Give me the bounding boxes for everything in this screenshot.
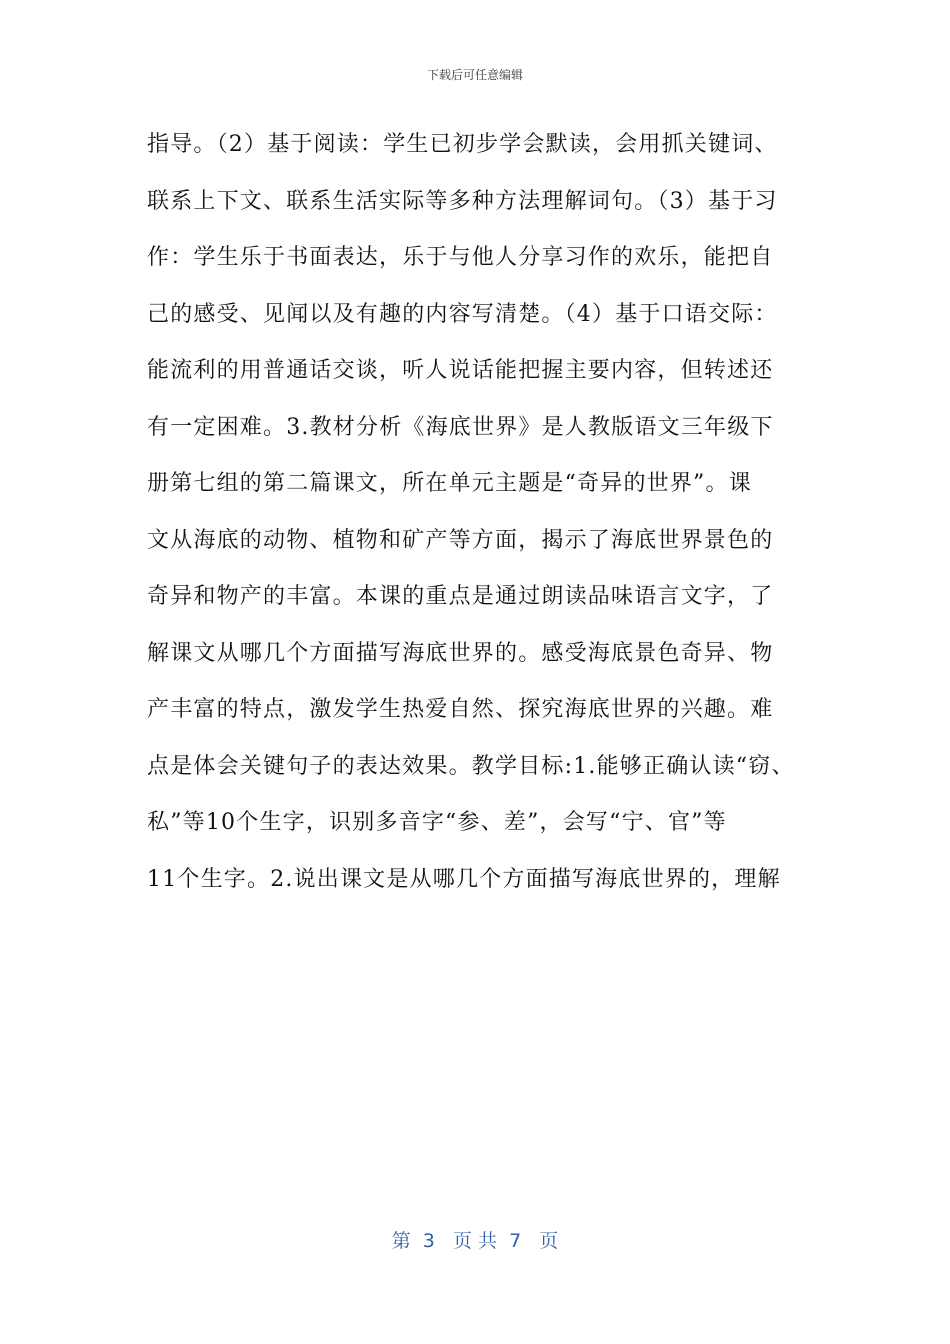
text-line: 文从海底的动物、植物和矿产等方面，揭示了海底世界景色的 bbox=[147, 527, 774, 553]
page-header: 下载后可任意编辑 bbox=[426, 68, 523, 82]
body-text bbox=[147, 125, 827, 916]
text-line: 己的感受、见闻以及有趣的内容写清楚。（4）基于口语交际： bbox=[147, 301, 778, 327]
text-line: 联系上下文、联系生活实际等多种方法理解词句。（3）基于习 bbox=[147, 188, 778, 214]
text-line: 能流利的用普通话交谈，听人说话能把握主要内容，但转述还 bbox=[147, 358, 774, 383]
page-number-footer: 第 3 页 共 7 页 bbox=[391, 1230, 559, 1252]
text-line: 奇异和物产的丰富。本课的重点是通过朗读品味语言文字，了 bbox=[147, 584, 774, 609]
text-line: 指导。（2）基于阅读：学生已初步学会默读，会用抓关键词、 bbox=[147, 132, 778, 157]
text-line: 作：学生乐于书面表达，乐于与他人分享习作的欢乐，能把自 bbox=[147, 245, 774, 270]
text-line: 私”等10个生字，识别多音字“参、差”，会写“宁、官”等 bbox=[147, 810, 727, 835]
text-line: 解课文从哪几个方面描写海底世界的。感受海底景色奇异、物 bbox=[147, 640, 774, 666]
text-line: 产丰富的特点，激发学生热爱自然、探究海底世界的兴趣。难 bbox=[147, 697, 774, 722]
text-line: 有一定困难。3.教材分析《海底世界》是人教版语文三年级下 bbox=[147, 414, 774, 440]
text-line: 11个生字。2.说出课文是从哪几个方面描写海底世界的，理解 bbox=[147, 866, 781, 892]
text-line: 册第七组的第二篇课文，所在单元主题是“奇异的世界”。课 bbox=[147, 471, 752, 496]
text-line: 点是体会关键句子的表达效果。教学目标:1.能够正确认读“窃、 bbox=[147, 753, 795, 779]
